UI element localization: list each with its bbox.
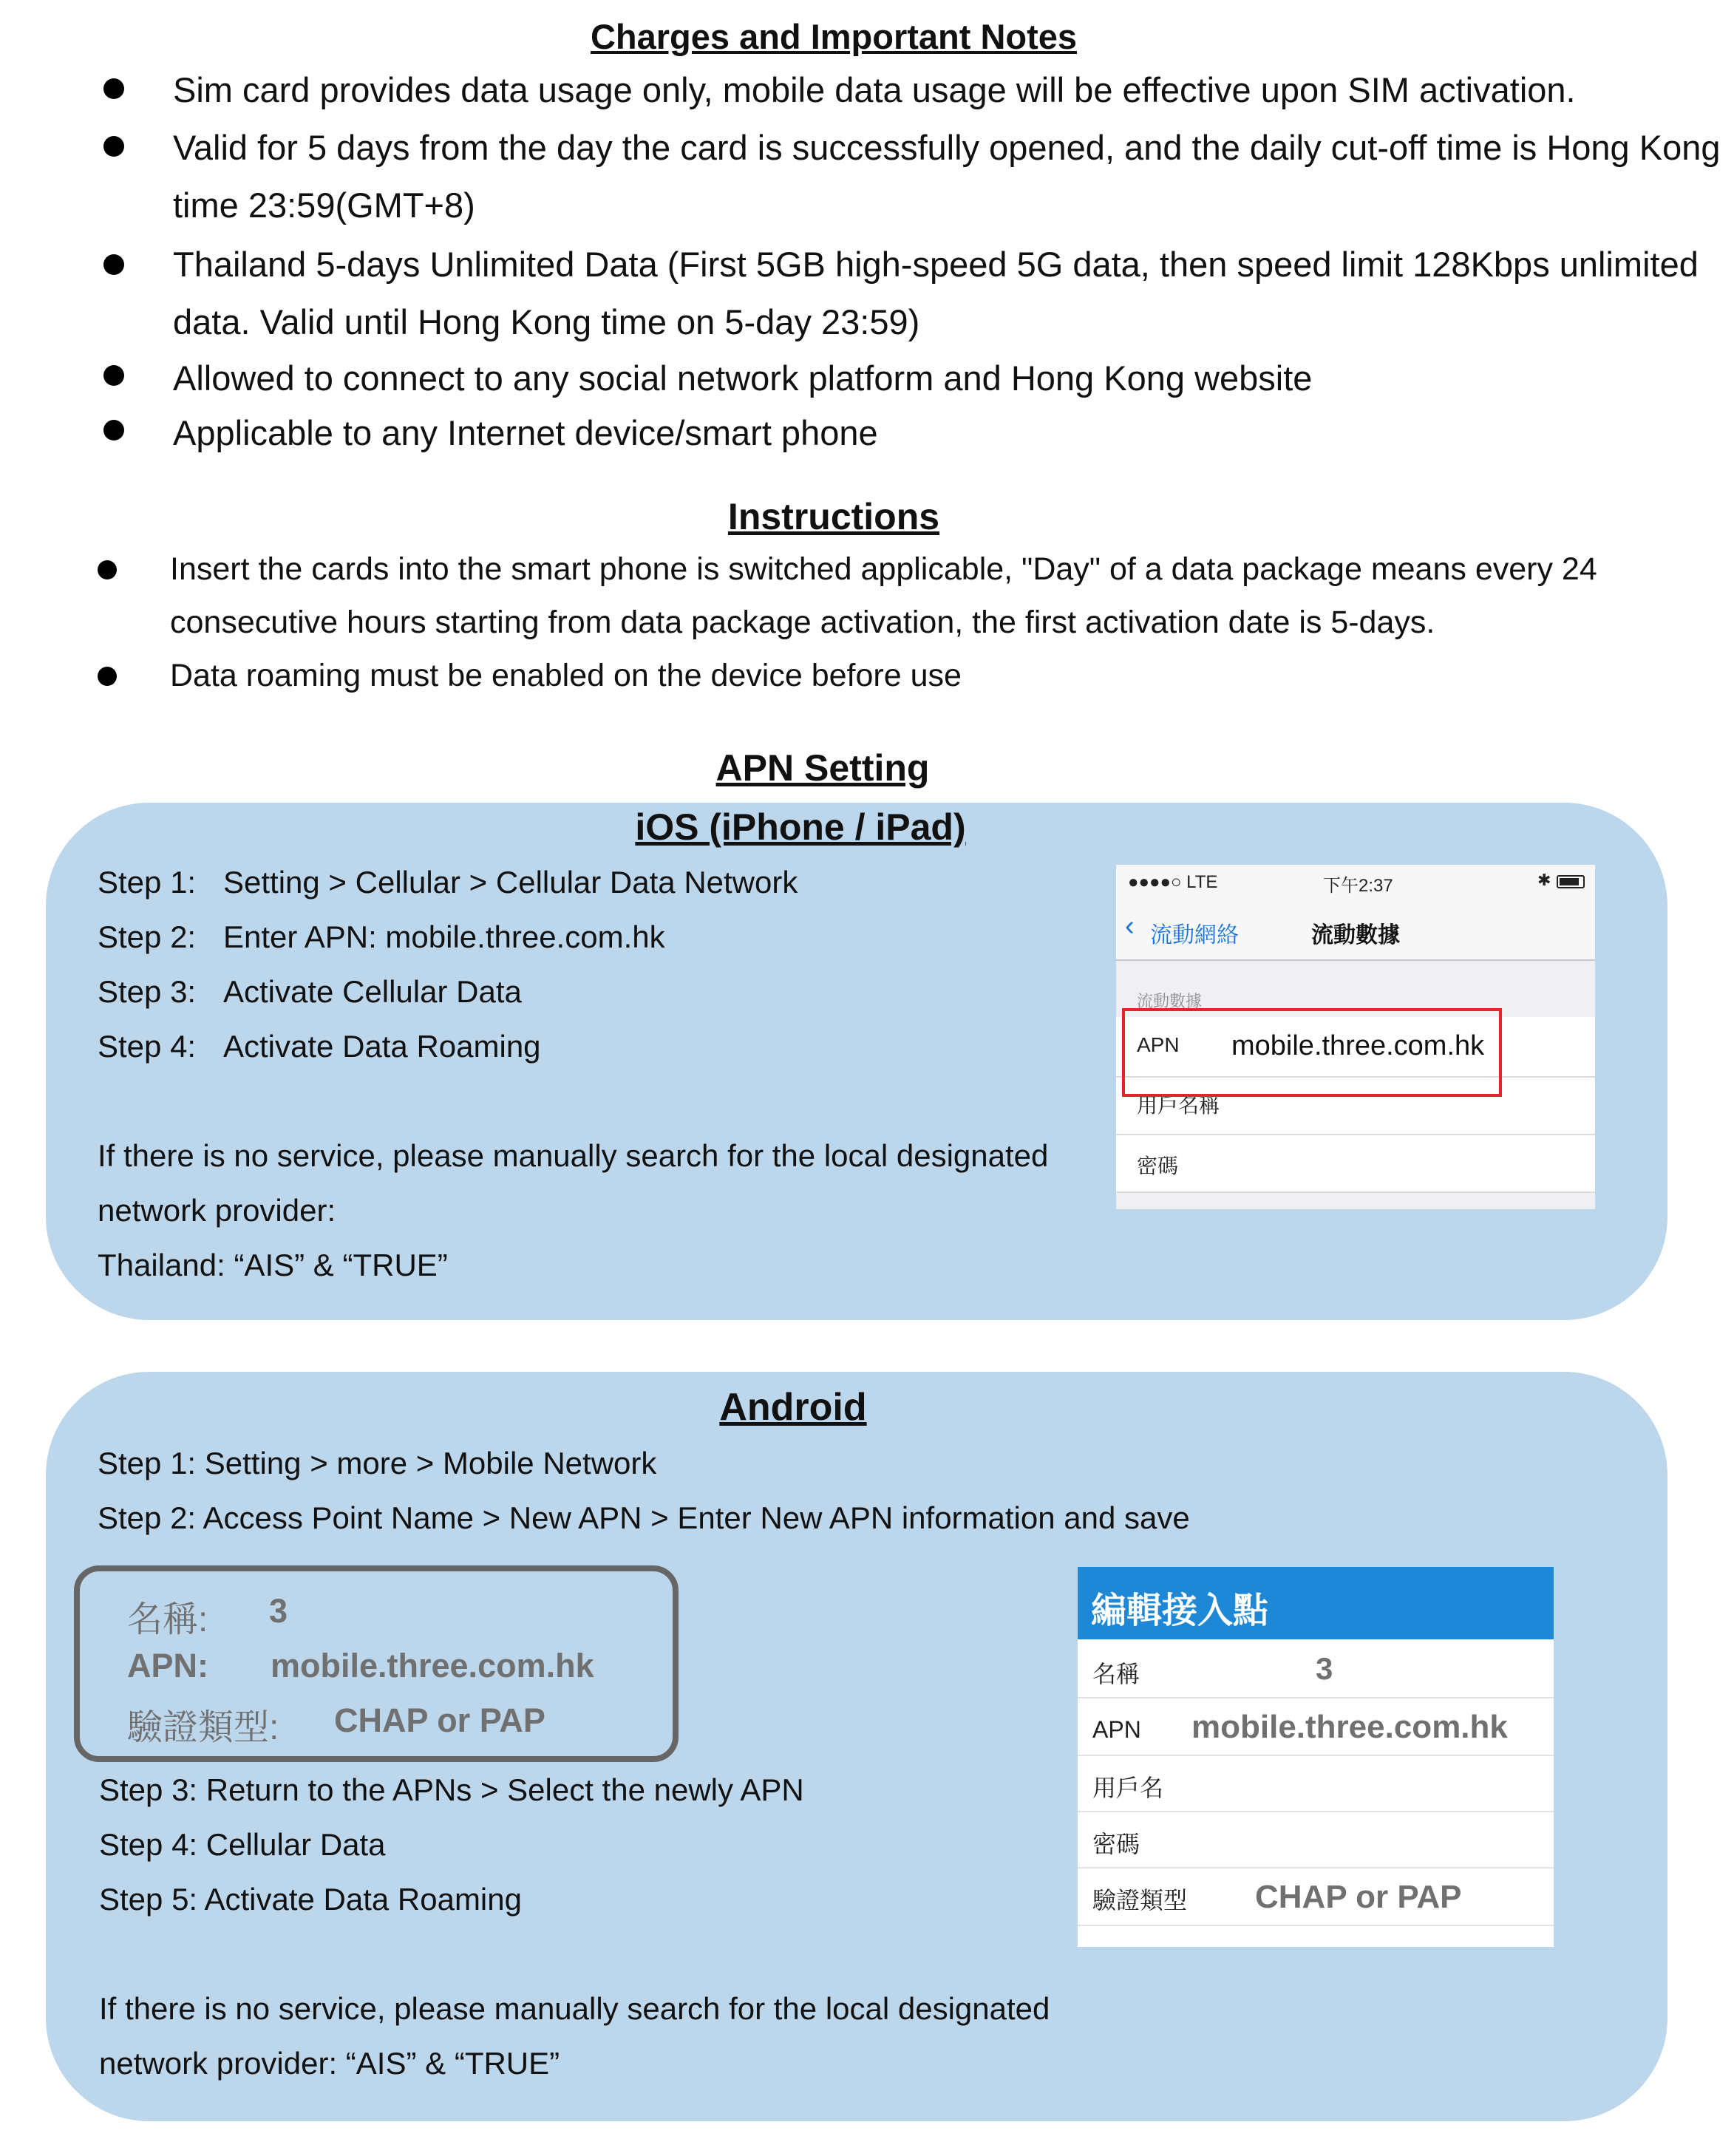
instructions-item-1-line-1: Insert the cards into the smart phone is switched applicable, "Day" of a data package means every 24 — [170, 551, 1597, 587]
bullet — [103, 365, 124, 386]
android-screen-title: 編輯接入點 — [1091, 1591, 1269, 1630]
ios-title: iOS (iPhone / iPad) — [635, 806, 966, 848]
field-label: 驗證類型 — [1092, 1887, 1188, 1914]
cred-auth-value: CHAP or PAP — [334, 1701, 545, 1739]
apn-field-username[interactable] — [1078, 1756, 1554, 1812]
bullet — [98, 560, 117, 579]
cred-auth-label: 驗證類型: — [127, 1708, 279, 1747]
ios-step-4-text: Activate Data Roaming — [223, 1029, 541, 1064]
charges-item-2-line-1: Valid for 5 days from the day the card is successfully opened, and the daily cut-off time is Hong Kong — [173, 128, 1721, 167]
android-note-line-2: network provider: “AIS” & “TRUE” — [99, 2046, 560, 2081]
ios-note-line-1: If there is no service, please manually search for the local designated — [98, 1138, 1049, 1173]
bullet — [103, 420, 124, 441]
cred-name-label: 名稱: — [127, 1600, 208, 1639]
charges-item-3-line-1: Thailand 5-days Unlimited Data (First 5GB high-speed 5G data, then speed limit 128Kbps unlimited — [173, 245, 1699, 284]
ios-nav-bar — [1116, 899, 1595, 961]
back-button[interactable]: 流動網絡 — [1150, 923, 1239, 948]
bullet — [103, 78, 124, 99]
ios-note-line-3: Thailand: “AIS” & “TRUE” — [98, 1248, 448, 1282]
apn-value[interactable]: mobile.three.com.hk — [1231, 1030, 1485, 1061]
field-value: CHAP or PAP — [1255, 1879, 1462, 1915]
ios-step-2-text: Enter APN: mobile.three.com.hk — [223, 919, 665, 954]
bluetooth-icon: ✱ — [1537, 871, 1551, 889]
instructions-title: Instructions — [727, 496, 940, 537]
android-title-bar — [1078, 1567, 1554, 1639]
charges-item-1-line-1: Sim card provides data usage only, mobile data usage will be effective upon SIM activation. — [173, 70, 1576, 109]
apn-field-apn[interactable] — [1078, 1698, 1554, 1756]
section-header: 流動數據 — [1137, 992, 1203, 1010]
nav-title: 流動數據 — [1311, 923, 1400, 948]
instructions-item-1-line-2: consecutive hours starting from data package activation, the first activation date is 5-days. — [170, 605, 1435, 640]
charges-item-3-line-2: data. Valid until Hong Kong time on 5-day 23:59) — [173, 302, 920, 341]
field-value: mobile.three.com.hk — [1191, 1709, 1508, 1745]
cred-apn-label: APN: — [127, 1647, 208, 1684]
android-step-1: Step 1: Setting > more > Mobile Network — [98, 1446, 657, 1480]
username-label: 用戶名稱 — [1137, 1094, 1220, 1117]
chevron-left-icon[interactable]: ‹ — [1125, 911, 1135, 942]
instructions-item-2: Data roaming must be enabled on the device before use — [170, 658, 962, 693]
ios-status-bar — [1116, 865, 1595, 899]
android-title: Android — [719, 1386, 867, 1429]
cred-name-value: 3 — [269, 1592, 288, 1630]
android-step-4: Step 4: Cellular Data — [99, 1827, 386, 1862]
field-value: 3 — [1316, 1651, 1333, 1686]
bullet — [103, 136, 124, 157]
android-note-line-1: If there is no service, please manually search for the local designated — [99, 1991, 1050, 2026]
field-label: 密碼 — [1092, 1831, 1140, 1857]
android-step-2: Step 2: Access Point Name > New APN > Enter New APN information and save — [98, 1500, 1190, 1535]
charges-item-4: Allowed to connect to any social network platform and Hong Kong website — [173, 358, 1313, 398]
charges-title: Charges and Important Notes — [590, 17, 1078, 56]
field-label: 用戶名 — [1092, 1775, 1164, 1801]
ios-step-2-label: Step 2: — [98, 919, 197, 954]
charges-item-2-line-2: time 23:59(GMT+8) — [173, 186, 475, 225]
android-step-5: Step 5: Activate Data Roaming — [99, 1882, 522, 1917]
apn-title: APN Setting — [715, 747, 930, 789]
charges-item-5: Applicable to any Internet device/smart phone — [173, 413, 878, 452]
cred-apn-value: mobile.three.com.hk — [271, 1647, 594, 1684]
ios-step-1-text: Setting > Cellular > Cellular Data Network — [223, 865, 798, 900]
apn-credentials-box — [74, 1565, 679, 1762]
carrier-signal: ●●●●○ LTE — [1128, 872, 1218, 892]
field-label: 名稱 — [1092, 1661, 1140, 1687]
password-row[interactable] — [1116, 1135, 1595, 1193]
apn-field-name[interactable] — [1078, 1639, 1554, 1698]
ios-step-3-label: Step 3: — [98, 974, 197, 1009]
apn-highlight-box — [1122, 1008, 1502, 1097]
apn-label: APN — [1137, 1033, 1180, 1056]
android-apn-screenshot — [1078, 1567, 1554, 1947]
android-step-3: Step 3: Return to the APNs > Select the newly APN — [99, 1772, 804, 1807]
ios-settings-screenshot — [1116, 865, 1595, 1209]
password-label: 密碼 — [1137, 1154, 1179, 1177]
bullet — [103, 254, 124, 275]
apn-field-password[interactable] — [1078, 1812, 1554, 1868]
clock: 下午2:37 — [1323, 876, 1393, 896]
ios-note-line-2: network provider: — [98, 1193, 336, 1228]
field-label: APN — [1092, 1716, 1141, 1743]
bullet — [98, 667, 117, 686]
ios-step-1-label: Step 1: — [98, 865, 197, 900]
ios-step-4-label: Step 4: — [98, 1029, 197, 1064]
ios-step-3-text: Activate Cellular Data — [223, 974, 522, 1009]
apn-field-auth-type[interactable] — [1078, 1868, 1554, 1926]
battery-icon — [1557, 875, 1585, 888]
